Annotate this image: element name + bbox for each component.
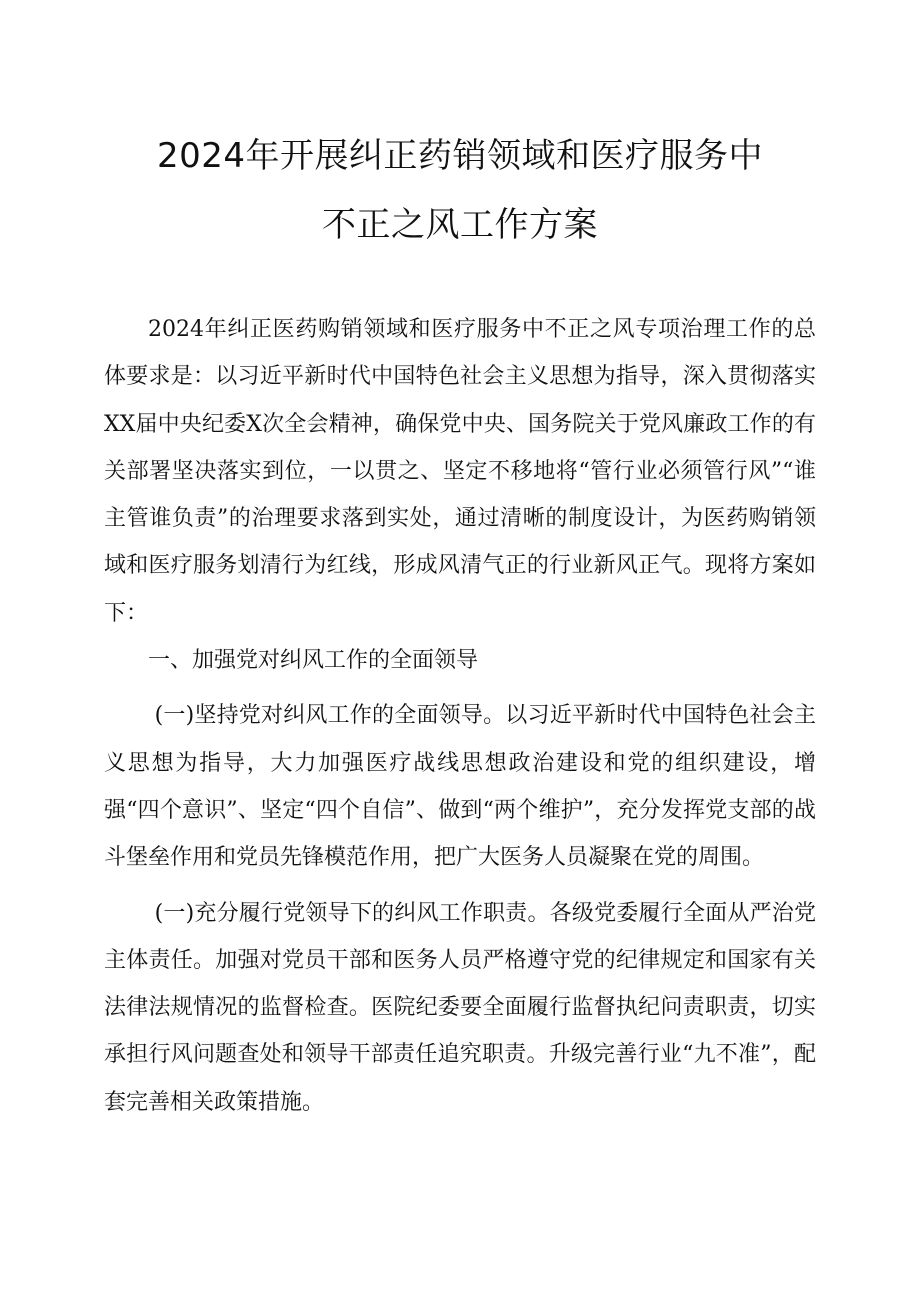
intro-paragraph: 2024年纠正医药购销领域和医疗服务中不正之风专项治理工作的总体要求是：以习近平新时代中国特色社会主义思想为指导，深入贯彻落实XX届中央纪委X次全会精神，确保党中央、国务院关于党风廉政工作的有关部署坚决落实到位，一以贯之、坚定不移地将“管行业必须管行风”“谁主管谁负责”的治理要求落到实处，通过清晰的制度设计，为医药购销领域和医疗服务划清行为红线，形成风清气正的行业新风正气。现将方案如下： xyxy=(104,317,816,626)
document-title-line-2: 不正之风工作方案 xyxy=(322,205,598,245)
document-body xyxy=(104,306,816,1126)
document-title-line-1: 2024年开展纠正药销领域和医疗服务中 xyxy=(156,136,764,176)
section-heading-1: 一、加强党对纠风工作的全面领导 xyxy=(148,648,479,674)
section-1-item-1: (一)坚持党对纠风工作的全面领导。以习近平新时代中国特色社会主义思想为指导，大力加强医疗战线思想政治建设和党的组织建设，增强“四个意识”、坚定“四个自信”、做到“两个维护”，充分发挥党支部的战斗堡垒作用和党员先锋模范作用，把广大医务人员凝聚在党的周围。 xyxy=(104,703,816,871)
section-1-item-2: (一)充分履行党领导下的纠风工作职责。各级党委履行全面从严治党主体责任。加强对党员干部和医务人员严格遵守党的纪律规定和国家有关法律法规情况的监督检查。医院纪委要全面履行监督执纪问责职责，切实承担行风问题查处和领导干部责任追究职责。升级完善行业“九不准”，配套完善相关政策措施。 xyxy=(104,900,816,1115)
